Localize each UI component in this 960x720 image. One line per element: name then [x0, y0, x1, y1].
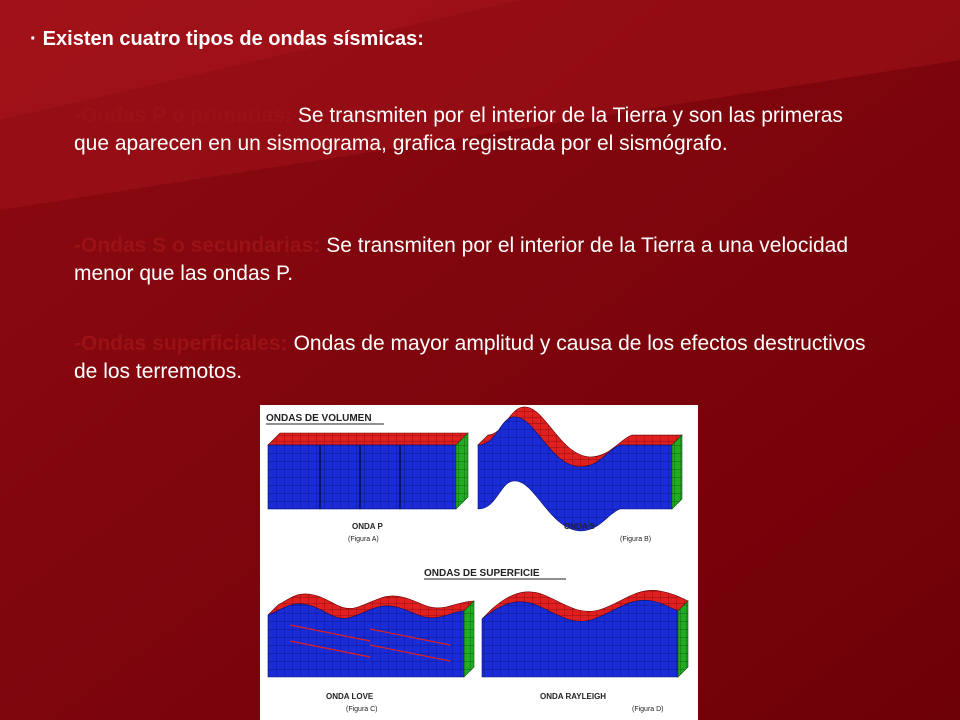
heading-bullet: · — [30, 28, 37, 50]
p-front-face — [268, 445, 456, 509]
panel-caption-figura-d: (Figura D) — [632, 706, 664, 713]
p-side-face — [456, 433, 468, 509]
s-front-face — [478, 417, 672, 531]
wave-term-p: -Ondas P o primarias: — [74, 104, 292, 127]
rayleigh-side-face — [678, 601, 688, 677]
wave-desc-surface: Ondas de mayor amplitud y causa de los efectos destructivos de los terremotos. — [74, 332, 866, 383]
wave-term-s: -Ondas S o secundarias: — [74, 234, 321, 257]
panel-onda-rayleigh — [482, 590, 688, 677]
wave-term-surface: -Ondas superficiales: — [74, 332, 288, 355]
seismic-waves-diagram — [260, 405, 698, 720]
wave-item-s — [74, 232, 874, 288]
panel-label-onda-p: ONDA P — [352, 522, 383, 531]
wave-desc-p: Se transmiten por el interior de la Tierra y son las primeras que aparecen en un sismograma, grafica registrada por el sismógrafo. — [74, 104, 843, 155]
section-surface-title: ONDAS DE SUPERFICIE — [424, 568, 540, 579]
wave-item-surface — [74, 330, 874, 386]
panel-caption-figura-a: (Figura A) — [348, 536, 379, 543]
panel-onda-s — [478, 407, 682, 531]
love-side-face — [464, 601, 474, 677]
panel-onda-p — [268, 433, 468, 509]
panel-label-onda-love: ONDA LOVE — [326, 692, 374, 701]
section-volume-title: ONDAS DE VOLUMEN — [266, 413, 372, 424]
panel-label-onda-s: ONDA S — [564, 522, 595, 531]
panel-caption-figura-b: (Figura B) — [620, 536, 652, 543]
s-side-face — [672, 435, 682, 509]
seismic-waves-figure — [260, 405, 698, 720]
panel-caption-figura-c: (Figura C) — [346, 706, 378, 713]
slide-heading — [30, 28, 424, 51]
panel-label-onda-rayleigh: ONDA RAYLEIGH — [540, 692, 607, 701]
heading-text: Existen cuatro tipos de ondas sísmicas: — [42, 28, 424, 50]
p-top-face — [268, 433, 468, 445]
panel-onda-love — [268, 594, 474, 677]
wave-desc-s: Se transmiten por el interior de la Tierra a una velocidad menor que las ondas P. — [74, 234, 849, 285]
wave-item-p — [74, 102, 874, 158]
